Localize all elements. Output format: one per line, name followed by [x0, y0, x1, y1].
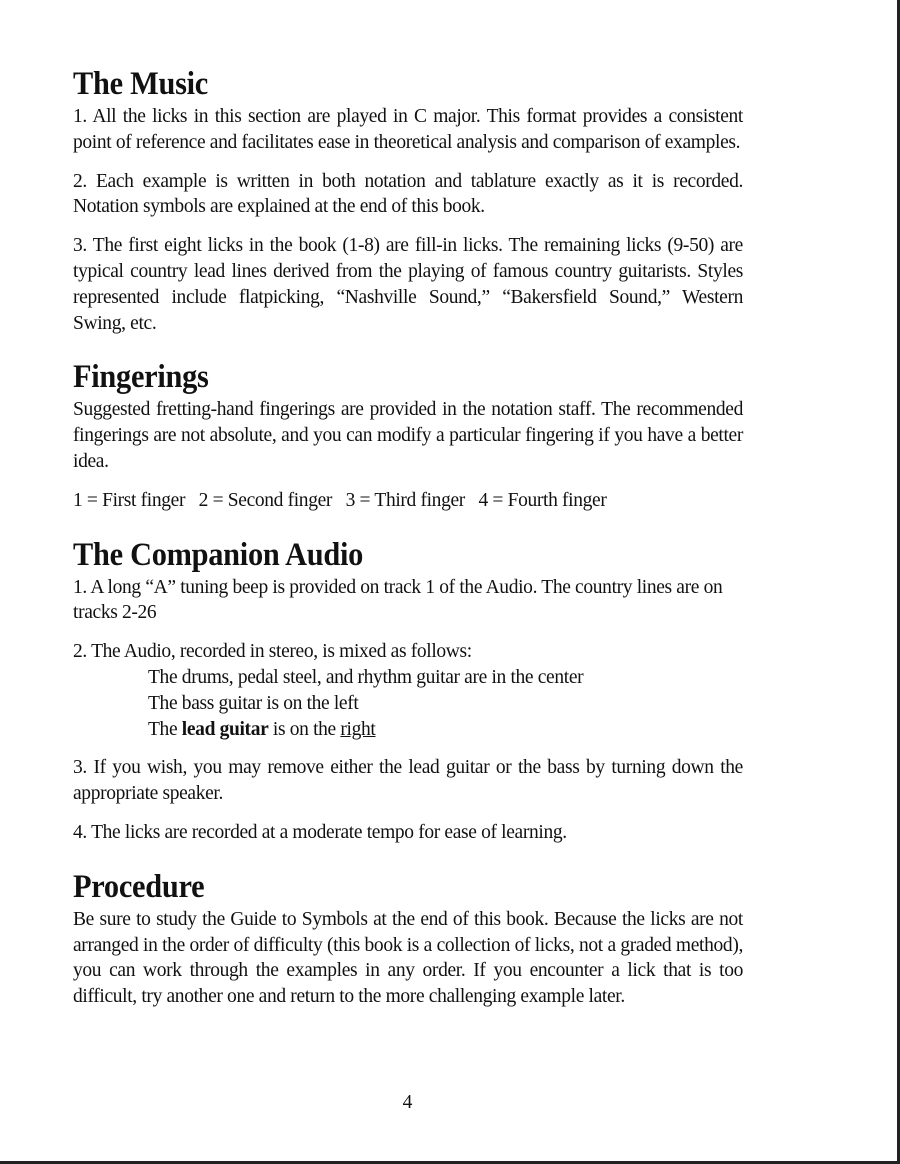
music-paragraph-3: 3. The first eight licks in the book (1-8) are fill-in licks. The remaining licks (9-50) are typical country lead lines derived from the playing of famous country guitarists. Styles represented include flatpicking, “Nashville Sound,” “Bakersfield Sound,” Western Swing, etc. [73, 235, 743, 334]
audio-paragraph-4: 4. The licks are recorded at a moderate tempo for ease of learning. [73, 821, 567, 843]
audio-paragraph-2: 2. The Audio, recorded in stereo, is mixed as follows: [73, 641, 472, 663]
mix-right-bold: lead guitar [181, 718, 269, 740]
mix-right-prefix: The [148, 718, 182, 740]
heading-procedure: Procedure [73, 868, 205, 905]
fingerings-paragraph: Suggested fretting-hand fingerings are provided in the notation staff. The recommended fingerings are not absolute, and you can modify a particular fingering if you have a better idea. [73, 399, 743, 472]
audio-paragraph-3: 3. If you wish, you may remove either the lead guitar or the bass by turning down the appropriate speaker. [73, 757, 743, 805]
audio-mix-center: The drums, pedal steel, and rhythm guitar are in the center [148, 666, 584, 688]
heading-fingerings: Fingerings [73, 359, 209, 396]
music-paragraph-1: 1. All the licks in this section are played in C major. This format provides a consistent point of reference and facilitates ease in theoretical analysis and comparison of examples. [73, 106, 743, 153]
audio-mix-left: The bass guitar is on the left [148, 692, 359, 714]
fingerings-legend: 1 = First finger 2 = Second finger 3 = Third finger 4 = Fourth finger [73, 489, 607, 511]
audio-mix-right [73, 717, 743, 743]
procedure-paragraph: Be sure to study the Guide to Symbols at the end of this book. Because the licks are not arranged in the order of difficulty (this book is a collection of licks, not a graded method), you can work through the examples in any order. If you encounter a lick that is too difficult, try another one and return to the more challenging example later. [73, 908, 743, 1008]
audio-paragraph-1: 1. A long “A” tuning beep is provided on track 1 of the Audio. The country lines are on tracks 2-26 [73, 576, 723, 624]
music-paragraph-2: 2. Each example is written in both notation and tablature exactly as it is recorded. Notation symbols are explained at the end of this book. [73, 170, 743, 218]
heading-the-music: The Music [73, 66, 208, 102]
mix-right-underlined: right [340, 718, 376, 740]
page-content [73, 64, 743, 1010]
page-number: 4 [402, 1092, 413, 1113]
mix-right-middle: is on the [268, 718, 341, 740]
heading-companion-audio: The Companion Audio [73, 536, 364, 573]
